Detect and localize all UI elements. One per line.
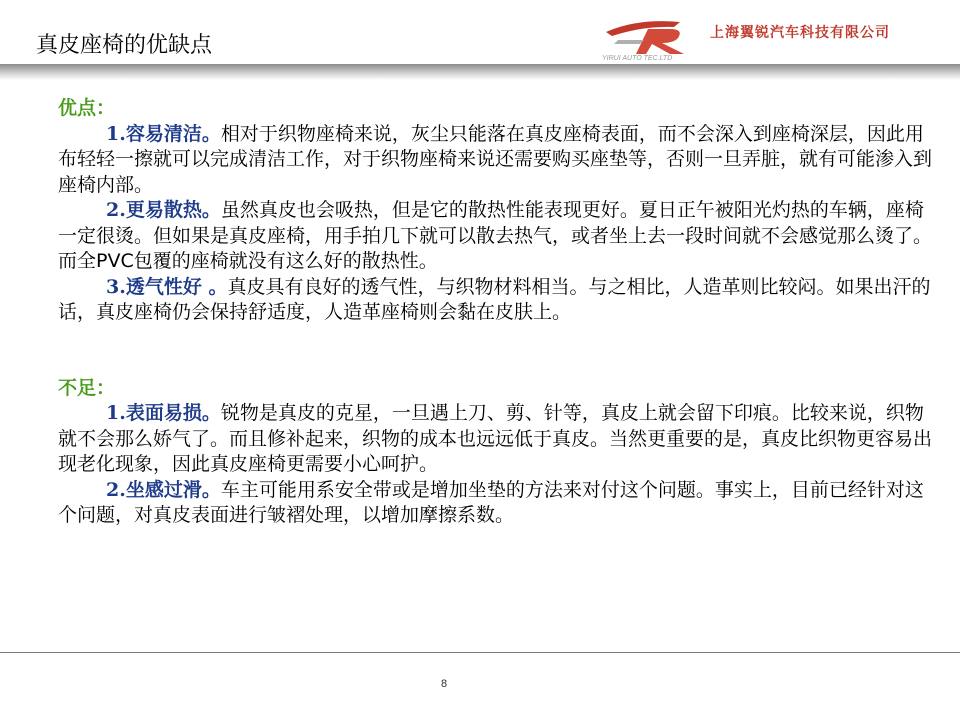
pros-item-label: 更易散热。 [125,199,221,221]
pros-item-text: 真皮具有良好的透气性，与织物材料相当。与之相比，人造革则比较闷。如果出汗的话，真皮座椅仍会保持舒适度，人造革座椅则会黏在皮肤上。 [58,275,931,323]
cons-item-label: 表面易损。 [125,402,221,424]
pros-item [58,198,938,275]
cons-item-text: 锐物是真皮的克星，一旦遇上刀、剪、针等，真皮上就会留下印痕。比较来说，织物就不会那么娇气了。而且修补起来，织物的成本也远远低于真皮。当然更重要的是，真皮比织物更容易出现老化现象，因此真皮座椅更需要小心呵护。 [58,402,933,475]
header-divider [0,64,960,80]
pros-item-title [106,276,227,298]
logo-text: YIRUI AUTO TEC.LTD [602,55,673,62]
slide-content [58,96,938,529]
company-logo [598,16,708,62]
pros-item-title [106,123,221,145]
cons-item-text: 车主可能用系安全带或是增加坐垫的方法来对付这个问题。事实上，目前已经针对这个问题，对真皮表面进行皱褶处理，以增加摩擦系数。 [58,478,924,526]
pros-item-number: 2. [106,199,126,221]
company-name: 上海翼锐汽车科技有限公司 [710,25,890,41]
page-number: 8 [440,678,448,690]
cons-heading: 不足： [58,376,116,399]
cons-item-title [106,479,221,501]
footer-divider [0,652,960,653]
pros-item-number: 1. [106,122,126,145]
cons-item-title [106,402,221,424]
cons-item-label: 坐感过滑。 [125,478,221,501]
pros-item [58,275,938,326]
cons-item-number: 1. [106,402,126,424]
cons-item [58,478,938,529]
page-title: 真皮座椅的优缺点 [36,33,213,58]
section-spacer [58,326,938,376]
cons-item [58,401,938,478]
cons-item-number: 2. [106,478,126,501]
pros-heading: 优点： [58,97,116,119]
pros-item-label: 透气性好 。 [125,275,228,298]
pros-item-title [106,199,221,221]
pros-item-number: 3. [106,275,126,298]
pros-item [58,122,938,199]
pros-item-label: 容易清洁。 [125,122,221,145]
pros-item-text: 相对于织物座椅来说，灰尘只能落在真皮座椅表面，而不会深入到座椅深层，因此用布轻轻一擦就可以完成清洁工作，对于织物座椅来说还需要购买座垫等，否则一旦弄脏，就有可能渗入到座椅内部。 [58,122,933,196]
pros-item-text: 虽然真皮也会吸热，但是它的散热性能表现更好。夏日正午被阳光灼热的车辆，座椅一定很烫。但如果是真皮座椅，用手拍几下就可以散去热气，或者坐上去一段时间就不会感觉那么烫了。而全PVC包覆的座椅就没有这么好的散热性。 [58,199,933,272]
